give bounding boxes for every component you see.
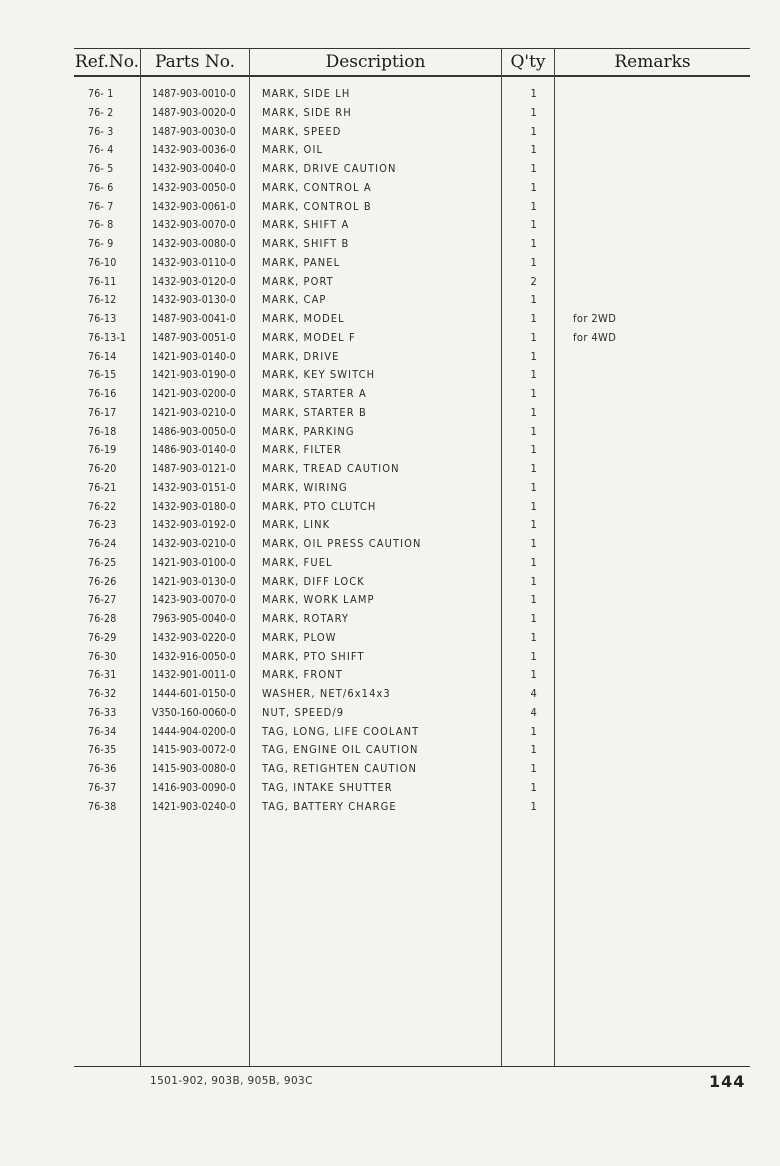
table-row [0,535,780,554]
header-parts-no: Parts No. [154,52,236,72]
part-no-cell: 1421-903-0130-0 [152,575,236,588]
description-cell: MARK, STARTER B [262,405,367,419]
ref-no-cell: 76-19 [88,444,117,457]
ref-no-cell: 76-12 [88,294,117,307]
description-cell: MARK, SIDE LH [262,87,351,100]
part-no-cell: 1432-903-0151-0 [152,481,236,494]
description-cell: MARK, PARKING [262,424,355,438]
qty-cell: 1 [530,387,538,400]
description-cell: WASHER, NET/6x14x3 [262,687,391,700]
table-row [0,160,780,179]
ref-no-cell: 76-11 [88,275,117,288]
part-no-cell: 1487-903-0030-0 [152,125,236,138]
qty-cell: 1 [530,424,538,438]
part-no-cell: 1432-916-0050-0 [152,650,236,663]
qty-cell: 1 [530,630,538,644]
qty-cell: 1 [530,349,538,363]
ref-no-cell: 76-23 [88,519,117,532]
part-no-cell: 1416-903-0090-0 [152,781,236,794]
qty-cell: 1 [530,574,538,588]
qty-cell: 2 [530,274,538,288]
ref-no-cell: 76-31 [88,669,117,682]
part-no-cell: 1444-904-0200-0 [152,725,236,738]
description-cell: MARK, STARTER A [262,387,367,400]
part-no-cell: 1432-903-0130-0 [152,294,236,307]
qty-cell: 1 [530,293,538,307]
part-no-cell: 1432-903-0070-0 [152,219,236,232]
description-cell: TAG, INTAKE SHUTTER [262,780,393,794]
table-row [0,385,780,404]
description-cell: MARK, MODEL [262,312,345,325]
ref-no-cell: 76- 8 [88,219,114,232]
table-row [0,460,780,479]
description-cell: MARK, OIL [262,143,324,157]
header-ref-no: Ref.No. [74,52,140,72]
qty-cell: 1 [530,480,538,494]
part-no-cell: 1432-903-0180-0 [152,500,236,513]
part-no-cell: 1421-903-0240-0 [152,800,236,813]
qty-cell: 1 [530,462,538,475]
table-row [0,741,780,760]
description-cell: MARK, WORK LAMP [262,593,375,607]
part-no-cell: 1432-903-0192-0 [152,519,236,532]
description-cell: MARK, CONTROL A [262,180,372,194]
description-cell: MARK, SPEED [262,124,342,138]
ref-no-cell: 76-29 [88,631,117,644]
table-row [0,760,780,779]
qty-cell: 1 [530,199,538,213]
description-cell: MARK, TREAD CAUTION [262,462,400,475]
ref-no-cell: 76- 1 [88,88,114,100]
table-row [0,423,780,442]
qty-cell: 1 [530,612,538,625]
qty-cell: 1 [530,255,538,269]
description-cell: MARK, SHIFT B [262,237,350,250]
table-row [0,123,780,142]
description-cell: MARK, FILTER [262,443,342,457]
qty-cell: 1 [530,312,538,325]
part-no-cell: 1432-903-0120-0 [152,275,236,288]
table-row [0,179,780,198]
table-row [0,798,780,817]
ref-no-cell: 76-10 [88,256,117,269]
table-row [0,573,780,592]
ref-no-cell: 76-22 [88,500,117,513]
description-cell: MARK, FUEL [262,555,333,569]
qty-cell: 1 [530,218,538,232]
qty-cell: 1 [530,443,538,457]
table-row [0,366,780,385]
part-no-cell: 1432-903-0050-0 [152,181,236,194]
table-row [0,554,780,573]
ref-no-cell: 76-35 [88,744,117,757]
description-cell: MARK, FRONT [262,668,343,682]
qty-cell: 1 [530,330,538,344]
remarks-cell: for 4WD [573,330,617,344]
header-bottom-rule [74,75,750,77]
table-row [0,85,780,104]
table-row [0,329,780,348]
ref-no-cell: 76-28 [88,613,117,625]
table-row [0,479,780,498]
qty-cell: 1 [530,499,538,513]
part-no-cell: 1421-903-0140-0 [152,350,236,363]
description-cell: NUT, SPEED/9 [262,705,345,719]
ref-no-cell: 76-20 [88,463,117,475]
part-no-cell: 1432-903-0040-0 [152,163,236,175]
table-row [0,441,780,460]
qty-cell: 1 [530,237,538,250]
description-cell: MARK, PTO SHIFT [262,649,365,663]
qty-cell: 1 [530,649,538,663]
description-cell: TAG, LONG, LIFE COOLANT [262,724,420,738]
part-no-cell: V350-160-0060-0 [152,706,237,719]
ref-no-cell: 76-34 [88,725,117,738]
table-row [0,104,780,123]
ref-no-cell: 76- 4 [88,144,114,157]
ref-no-cell: 76- 6 [88,181,114,194]
table-row [0,704,780,723]
qty-cell: 1 [530,143,538,157]
ref-no-cell: 76-30 [88,650,117,663]
part-no-cell: 1486-903-0050-0 [152,425,236,438]
table-row [0,610,780,629]
remarks-cell: for 2WD [573,312,617,325]
description-cell: MARK, DRIVE CAUTION [262,162,397,175]
ref-no-cell: 76- 9 [88,238,114,250]
qty-cell: 1 [530,555,538,569]
part-no-cell: 1432-903-0061-0 [152,200,236,213]
description-cell: TAG, RETIGHTEN CAUTION [262,762,418,775]
part-no-cell: 1432-903-0210-0 [152,538,236,550]
description-cell: MARK, PORT [262,274,334,288]
description-cell: MARK, SHIFT A [262,218,350,232]
table-row [0,498,780,517]
part-no-cell: 1423-903-0070-0 [152,594,236,607]
description-cell: MARK, ROTARY [262,612,349,625]
part-no-cell: 1487-903-0051-0 [152,331,236,344]
part-no-cell: 1421-903-0210-0 [152,406,236,419]
page-number: 144 [709,1072,746,1091]
description-cell: MARK, KEY SWITCH [262,368,376,382]
qty-cell: 1 [530,518,538,532]
part-no-cell: 1432-903-0080-0 [152,238,236,250]
qty-cell: 1 [530,180,538,194]
ref-no-cell: 76-25 [88,556,117,569]
ref-no-cell: 76-13 [88,313,117,325]
description-cell: MARK, PTO CLUTCH [262,499,377,513]
qty-cell: 1 [530,780,538,794]
description-cell: MARK, DIFF LOCK [262,574,365,588]
table-row [0,198,780,217]
header-top-rule [74,48,750,49]
description-cell: MARK, SIDE RH [262,105,352,119]
part-no-cell: 1487-903-0121-0 [152,463,236,475]
qty-cell: 1 [530,87,538,100]
part-no-cell: 1415-903-0080-0 [152,763,236,775]
description-cell: MARK, CONTROL B [262,199,372,213]
description-cell: MARK, PLOW [262,630,337,644]
table-row [0,629,780,648]
ref-no-cell: 76- 7 [88,200,114,213]
ref-no-cell: 76-13-1 [88,331,127,344]
part-no-cell: 1444-601-0150-0 [152,688,236,700]
part-no-cell: 1415-903-0072-0 [152,744,236,757]
part-no-cell: 1487-903-0041-0 [152,313,236,325]
table-row [0,591,780,610]
ref-no-cell: 76-38 [88,800,117,813]
qty-cell: 1 [530,593,538,607]
part-no-cell: 1432-903-0036-0 [152,144,236,157]
ref-no-cell: 76- 3 [88,125,114,138]
ref-no-cell: 76-18 [88,425,117,438]
header-qty: Q'ty [510,52,546,72]
table-row [0,216,780,235]
qty-cell: 1 [530,799,538,813]
ref-no-cell: 76-17 [88,406,117,419]
description-cell: MARK, CAP [262,293,327,307]
ref-no-cell: 76- 5 [88,163,114,175]
table-row [0,685,780,704]
part-no-cell: 1421-903-0200-0 [152,388,236,400]
ref-no-cell: 76- 2 [88,106,114,119]
description-cell: MARK, WIRING [262,480,348,494]
table-bottom-rule [74,1066,750,1067]
table-row [0,310,780,329]
ref-no-cell: 76-16 [88,388,117,400]
table-row [0,291,780,310]
ref-no-cell: 76-26 [88,575,117,588]
qty-cell: 1 [530,537,538,550]
part-no-cell: 7963-905-0040-0 [152,613,236,625]
part-no-cell: 1432-901-0011-0 [152,669,236,682]
qty-cell: 1 [530,368,538,382]
qty-cell: 1 [530,405,538,419]
part-no-cell: 1487-903-0010-0 [152,88,236,100]
table-row [0,779,780,798]
qty-cell: 4 [530,705,538,719]
ref-no-cell: 76-36 [88,763,117,775]
part-no-cell: 1432-903-0110-0 [152,256,236,269]
table-row [0,516,780,535]
table-row [0,404,780,423]
ref-no-cell: 76-37 [88,781,117,794]
qty-cell: 1 [530,124,538,138]
table-row [0,254,780,273]
qty-cell: 1 [530,762,538,775]
qty-cell: 1 [530,724,538,738]
ref-no-cell: 76-15 [88,369,117,382]
header-description: Description [325,52,426,72]
part-no-cell: 1487-903-0020-0 [152,106,236,119]
table-row [0,235,780,254]
part-no-cell: 1432-903-0220-0 [152,631,236,644]
ref-no-cell: 76-27 [88,594,117,607]
description-cell: MARK, MODEL F [262,330,356,344]
part-no-cell: 1421-903-0100-0 [152,556,236,569]
ref-no-cell: 76-33 [88,706,117,719]
description-cell: MARK, DRIVE [262,349,340,363]
ref-no-cell: 76-21 [88,481,117,494]
qty-cell: 1 [530,668,538,682]
description-cell: MARK, LINK [262,518,331,532]
table-row [0,723,780,742]
qty-cell: 1 [530,105,538,119]
qty-cell: 4 [530,687,538,700]
description-cell: MARK, PANEL [262,255,341,269]
header-remarks: Remarks [614,52,691,72]
part-no-cell: 1486-903-0140-0 [152,444,236,457]
ref-no-cell: 76-32 [88,688,117,700]
table-row [0,666,780,685]
ref-no-cell: 76-24 [88,538,117,550]
table-row [0,141,780,160]
part-no-cell: 1421-903-0190-0 [152,369,236,382]
ref-no-cell: 76-14 [88,350,117,363]
table-row [0,648,780,667]
description-cell: TAG, ENGINE OIL CAUTION [262,743,419,757]
table-row [0,348,780,367]
qty-cell: 1 [530,743,538,757]
table-row [0,273,780,292]
model-codes: 1501-902, 903B, 905B, 903C [150,1075,313,1087]
description-cell: TAG, BATTERY CHARGE [262,799,397,813]
qty-cell: 1 [530,162,538,175]
description-cell: MARK, OIL PRESS CAUTION [262,537,422,550]
